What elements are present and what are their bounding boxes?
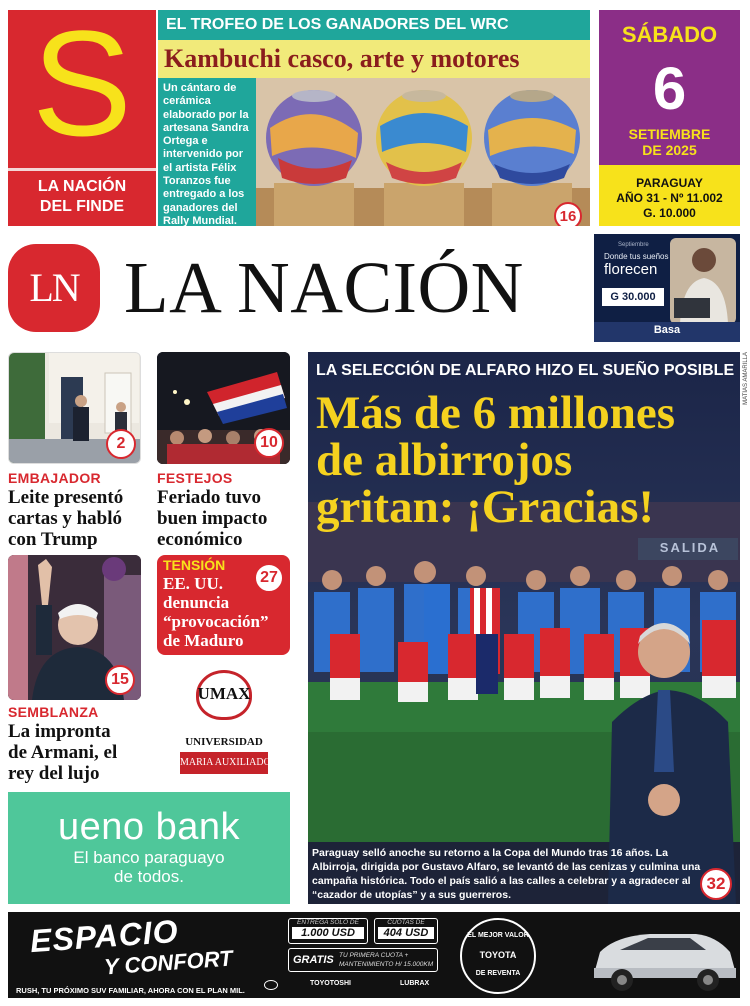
entrega-box [288,918,368,944]
festejos-headline[interactable] [157,487,297,550]
embajador-headline-line: cartas y habló [8,508,122,529]
brand-toyotoshi: TOYOTOSHI [310,980,351,987]
resale-seal-line3: DE REVENTA [475,970,521,977]
basa-ad-photo [670,238,736,324]
festejos-page-ref[interactable]: 10 [254,428,284,458]
gratis-label: GRATIS [293,954,334,966]
tension-headline-line: “provocación” [163,612,269,631]
stadium-sign: SALIDA [659,540,721,555]
armani-photo[interactable] [8,555,141,700]
date-weekday: SÁBADO [621,22,718,47]
festejos-headline-line: Feriado tuvo [157,487,261,508]
lead-page-ref[interactable]: 32 [700,868,732,900]
toyota-ad-headline2: Y CONFORT [103,945,234,980]
finde-page-ref[interactable]: 16 [554,202,582,226]
finde-kicker: EL TROFEO DE LOS GANADORES DEL WRC [166,16,509,33]
tension-kicker: TENSIÓN [163,557,226,573]
lead-headline [316,387,736,533]
lead-headline-line: de albirrojos [316,434,573,486]
lead-caption: Paraguay selló anoche su retorno a la Copa del Mundo tras 16 años. La Albirroja, dirigida por Gustavo Alfaro, se levantó de las cenizas y culmina una campaña histórica. Todo el país salió a las calles a celebrar y a agradecer al “cazador de utopías” y a sus guerreros. [312,847,701,901]
finde-logo-box [8,0,156,226]
date-country: PARAGUAY [636,176,703,190]
armani-headline-line: rey del lujo [8,763,100,784]
suv-image [586,918,740,994]
resale-seal-line1: EL MEJOR VALOR [467,932,529,939]
gratis-box [288,948,438,972]
basa-ad-amount: G 30.000 [602,288,664,306]
cuotas-value: 404 USD [378,927,434,939]
finde-caption-line2: DEL FINDE [39,198,125,215]
trophies-photo [256,78,590,226]
finde-headline: Kambuchi casco, arte y motores [158,40,590,78]
basa-ad-line2: florecen [604,261,658,278]
toyota-ad[interactable] [8,912,740,998]
umax-line2: MARIA AUXILIADORA [180,752,268,774]
festejos-headline-line: buen impacto [157,508,268,529]
finde-caption-line1: LA NACIÓN [37,178,127,195]
tension-headline-line: de Maduro [163,631,244,650]
lead-kicker: LA SELECCIÓN DE ALFARO HIZO EL SUEÑO POSIBLE [316,362,735,379]
gratis-detail-line2: MANTENIMIENTO H/ 15.000KM [339,961,434,968]
toyota-ad-headline1: ESPACIO [28,912,180,960]
tension-headline [163,574,287,650]
date-price: G. 10.000 [643,206,696,220]
ueno-brand: ueno bank [58,806,240,848]
photo-credit: MATÍAS AMARILLA [743,352,749,405]
masthead-logo[interactable] [8,244,100,332]
umax-line1: UNIVERSIDAD [185,736,263,748]
basa-ad-line1: Donde tus sueños [604,252,669,261]
embajador-kicker: EMBAJADOR [8,470,101,486]
finde-body: Un cántaro de cerámica elaborado por la artesana Sandra Ortega e intervenido por el artista Félix Toranzos fue entregado a los ganadores del Rally Mundial. [163,82,249,227]
entrega-label: ENTREGA SÓLO DE [297,919,359,926]
festejos-headline-line: económico [157,529,243,550]
date-month-line1: SETIEMBRE [628,126,711,142]
ueno-tagline-line1: El banco paraguayo [73,848,225,867]
entrega-value: 1.000 USD [292,927,364,939]
resale-seal [460,918,536,994]
armani-headline[interactable] [8,721,148,784]
armani-headline-line: de Armani, el [8,742,118,763]
cuotas-label: CUOTAS DE [387,919,425,926]
masthead-logo-initials: LN [29,265,79,310]
date-box [599,10,740,226]
lead-headline-line: gritan: ¡Gracias! [316,481,655,533]
finde-logo-divider [8,168,156,171]
umax-ad[interactable] [176,664,285,778]
tension-headline-line: EE. UU. [163,574,223,593]
embajador-headline[interactable] [8,487,146,550]
date-month-line2: DE 2025 [642,142,697,158]
lead-headline-line: Más de 6 millones [316,387,676,439]
masthead-title: LA NACIÓN [124,247,524,328]
armani-headline-line: La impronta [8,721,111,742]
festejos-photo[interactable] [157,352,290,464]
tension-headline-line: denuncia [163,593,230,612]
basa-ad-brand: Basa [653,324,681,336]
armani-kicker: SEMBLANZA [8,704,99,720]
basa-ad-month: Septiembre [618,242,649,248]
finde-logo-letter: S [31,0,133,167]
embajador-headline-line: con Trump [8,529,98,550]
finde-feature[interactable] [158,10,590,226]
resale-seal-line2: TOYOTA [479,950,517,960]
toyota-emblem-icon [264,980,278,990]
toyota-ad-subline: RUSH, TU PRÓXIMO SUV FAMILIAR, AHORA CON EL PLAN MIL. [16,986,245,995]
basa-ad[interactable] [594,234,740,342]
date-day: 6 [652,55,687,122]
ueno-tagline-line2: de todos. [114,867,184,886]
umax-logo-text: UMAX [197,684,251,703]
tension-page-ref[interactable]: 27 [254,563,284,593]
armani-page-ref[interactable]: 15 [105,665,135,695]
brand-lubrax: LUBRAX [400,980,430,987]
tension-box[interactable] [157,555,290,655]
embajador-photo[interactable] [8,352,141,464]
gratis-detail-line1: TU PRIMERA CUOTA + [339,952,409,959]
festejos-kicker: FESTEJOS [157,470,233,486]
embajador-page-ref[interactable]: 2 [106,429,136,459]
lead-photo[interactable] [308,352,740,904]
date-edition: AÑO 31 - Nº 11.002 [616,191,723,205]
ueno-bank-ad[interactable] [8,792,290,904]
cuotas-box [374,918,438,944]
embajador-headline-line: Leite presentó [8,487,124,508]
